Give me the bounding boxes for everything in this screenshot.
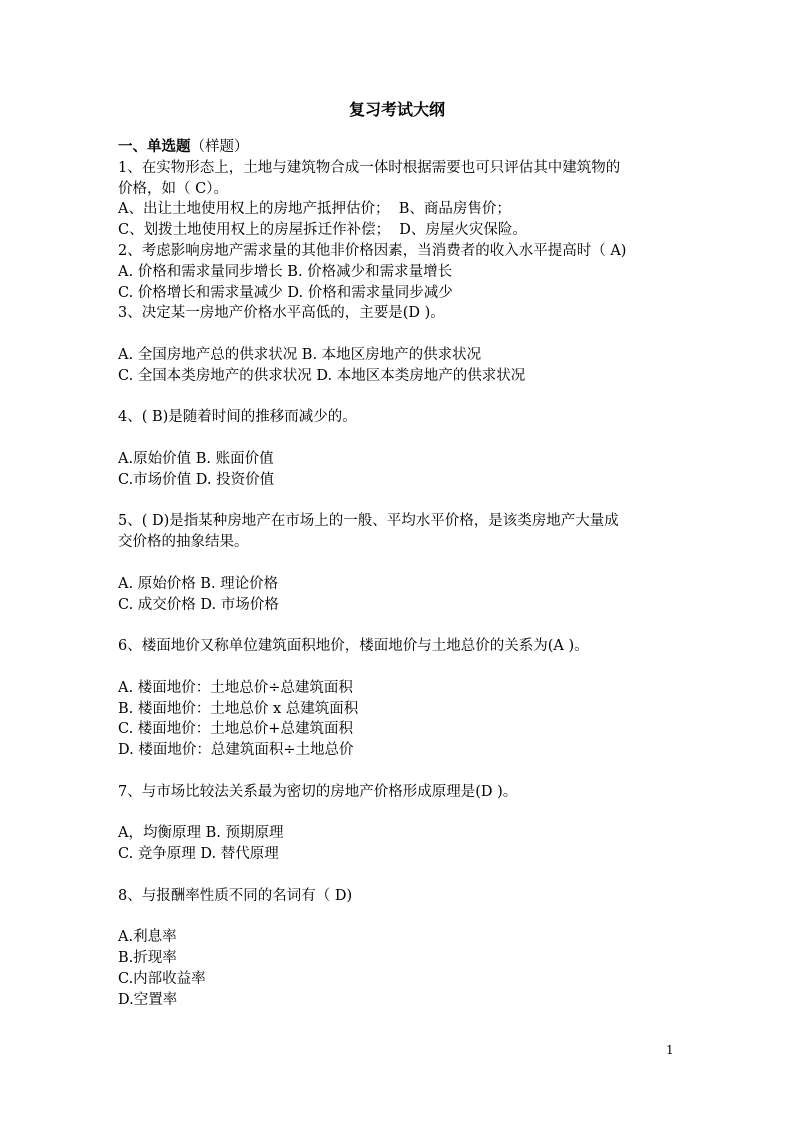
page-number: 1 (666, 1043, 674, 1057)
text-line: A，均衡原理 B. 预期原理 (118, 825, 284, 842)
text-line: 价格，如（ C）。 (118, 180, 228, 197)
text-line: C.内部收益率 (118, 970, 206, 987)
text-line: 2、考虑影响房地产需求量的其他非价格因素，当消费者的收入水平提高时（ A) (118, 242, 627, 259)
text-line: A. 原始价格 B. 理论价格 (118, 575, 279, 592)
section-heading (118, 137, 688, 158)
text-line: 7、与市场比较法关系最为密切的房地产价格形成原理是(D )。 (118, 783, 518, 800)
text-line: C. 竞争原理 D. 替代原理 (118, 846, 279, 863)
text-line: 交价格的抽象结果。 (118, 534, 249, 551)
blank-line (118, 387, 688, 408)
text-line: 5、( D)是指某种房地产在市场上的一般、平均水平价格，是该类房地产大量成 (118, 513, 619, 530)
text-line: 8、与报酬率性质不同的名词有（ D) (118, 887, 353, 904)
blank-line (118, 324, 688, 345)
text-line: A. 价格和需求量同步增长 B. 价格减少和需求量增长 (118, 263, 453, 280)
text-line: A、出让土地使用权上的房地产抵押估价； B、商品房售价； (118, 201, 511, 218)
text-line: C. 楼面地价：土地总价+总建筑面积 (118, 721, 353, 738)
text-line: 3、决定某一房地产价格水平高低的，主要是(D )。 (118, 305, 445, 322)
text-line: A. 全国房地产总的供求状况 B. 本地区房地产的供求状况 (118, 346, 482, 363)
text-line: C. 全国本类房地产的供求状况 D. 本地区本类房地产的供求状况 (118, 367, 526, 384)
document-title: 复习考试大纲 (348, 100, 445, 119)
blank-line (118, 491, 688, 512)
section-heading-note: （样题） (190, 139, 249, 155)
text-line: C. 价格增长和需求量减少 D. 价格和需求量同步减少 (118, 284, 453, 301)
blank-line (118, 615, 688, 636)
text-line: A.利息率 (118, 929, 177, 946)
blank-line (118, 906, 688, 927)
text-line: B. 楼面地价：土地总价 x 总建筑面积 (118, 700, 359, 717)
section-heading-text: 一、单选题 (118, 138, 191, 155)
blank-line (118, 803, 688, 824)
text-line: 6、楼面地价又称单位建筑面积地价，楼面地价与土地总价的关系为(A )。 (118, 638, 589, 655)
blank-line (118, 553, 688, 574)
text-line: A. 楼面地价：土地总价÷总建筑面积 (118, 679, 353, 696)
text-line: A.原始价值 B. 账面价值 (118, 450, 274, 467)
text-line: C.市场价值 D. 投资价值 (118, 471, 275, 488)
blank-line (118, 865, 688, 886)
document-body (118, 137, 688, 1010)
text-line: C、划拨土地使用权上的房屋拆迁作补偿； D、房屋火灾保险。 (118, 222, 527, 239)
text-line: 4、( B)是随着时间的推移而减少的。 (118, 409, 357, 426)
blank-line (118, 657, 688, 678)
text-line: B.折现率 (118, 950, 177, 967)
blank-line (118, 428, 688, 449)
question-list (118, 158, 688, 1011)
text-line: D. 楼面地价：总建筑面积÷土地总价 (118, 742, 354, 759)
text-line: D.空置率 (118, 991, 178, 1008)
blank-line (118, 761, 688, 782)
text-line: 1、在实物形态上，土地与建筑物合成一体时根据需要也可只评估其中建筑物的 (118, 159, 621, 176)
text-line: C. 成交价格 D. 市场价格 (118, 596, 279, 613)
